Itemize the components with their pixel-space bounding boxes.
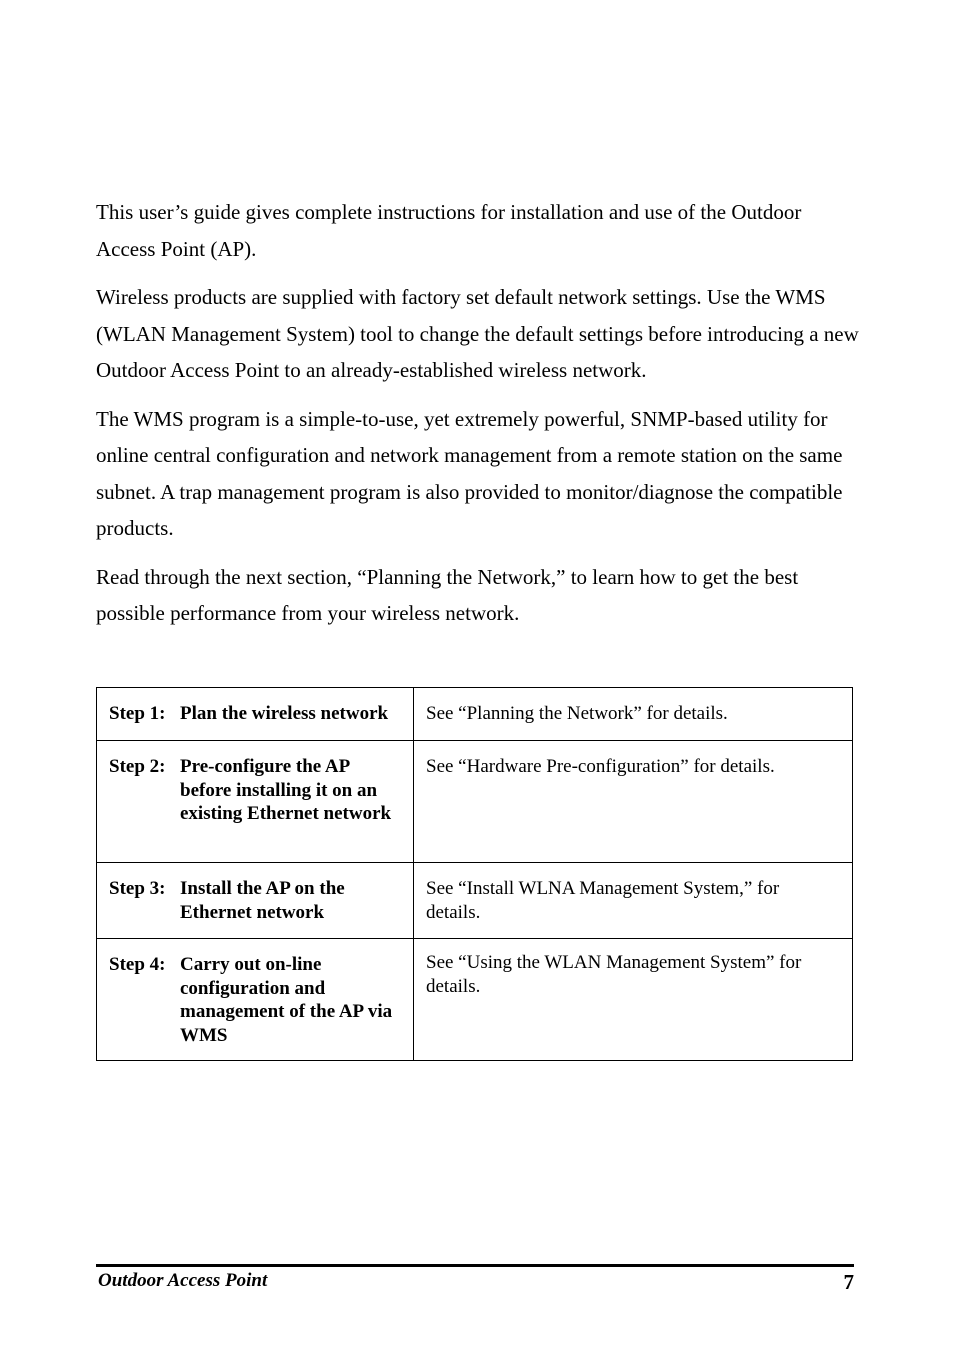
step-cell: [97, 741, 414, 863]
step-description: See “Hardware Pre-configuration” for details.: [426, 756, 775, 777]
step-title: Plan the wireless network: [180, 703, 389, 724]
paragraph-default-settings: Wireless products are supplied with factory set default network settings. Use the WMS (WLAN Management System) tool to change the default settings before introducing a new Outdoor Access Point to an already-established wireless network.: [96, 285, 859, 382]
table-row: [97, 863, 853, 939]
table-row: [97, 741, 853, 863]
step-description: See “Install WLNA Management System,” for details.: [426, 878, 780, 923]
step-description-cell: [414, 939, 853, 1061]
steps-table: [96, 687, 853, 1061]
step-title: Carry out on-line configuration and management of the AP via WMS: [180, 954, 393, 1046]
step-number: Step 3:: [109, 878, 166, 899]
footer-title: Outdoor Access Point: [98, 1270, 268, 1291]
step-description-cell: [414, 863, 853, 939]
step-description: See “Planning the Network” for details.: [426, 703, 728, 724]
step-description-cell: [414, 688, 853, 741]
step-number: Step 4:: [109, 954, 166, 975]
intro-text: [96, 194, 860, 644]
paragraph-planning: Read through the next section, “Planning the Network,” to learn how to get the best possible performance from your wireless network.: [96, 564, 799, 625]
paragraph-intro: This user’s guide gives complete instructions for installation and use of the Outdoor Access Point (AP).: [96, 200, 802, 261]
footer-divider: [96, 1264, 854, 1267]
paragraph-wms-program: The WMS program is a simple-to-use, yet extremely powerful, SNMP-based utility for online central configuration and network management from a remote station on the same subnet. A trap management program is also provided to monitor/diagnose the compatible products.: [96, 406, 843, 540]
step-cell: [97, 939, 414, 1061]
step-number: Step 1:: [109, 703, 166, 724]
step-title: Pre-configure the AP before installing it on an existing Ethernet network: [180, 756, 392, 824]
page-number: 7: [843, 1270, 854, 1294]
step-description: See “Using the WLAN Management System” for details.: [426, 952, 802, 997]
table-row: [97, 939, 853, 1061]
table-row: [97, 688, 853, 741]
step-cell: [97, 688, 414, 741]
step-number: Step 2:: [109, 756, 166, 777]
step-cell: [97, 863, 414, 939]
step-title: Install the AP on the Ethernet network: [180, 878, 345, 923]
step-description-cell: [414, 741, 853, 863]
